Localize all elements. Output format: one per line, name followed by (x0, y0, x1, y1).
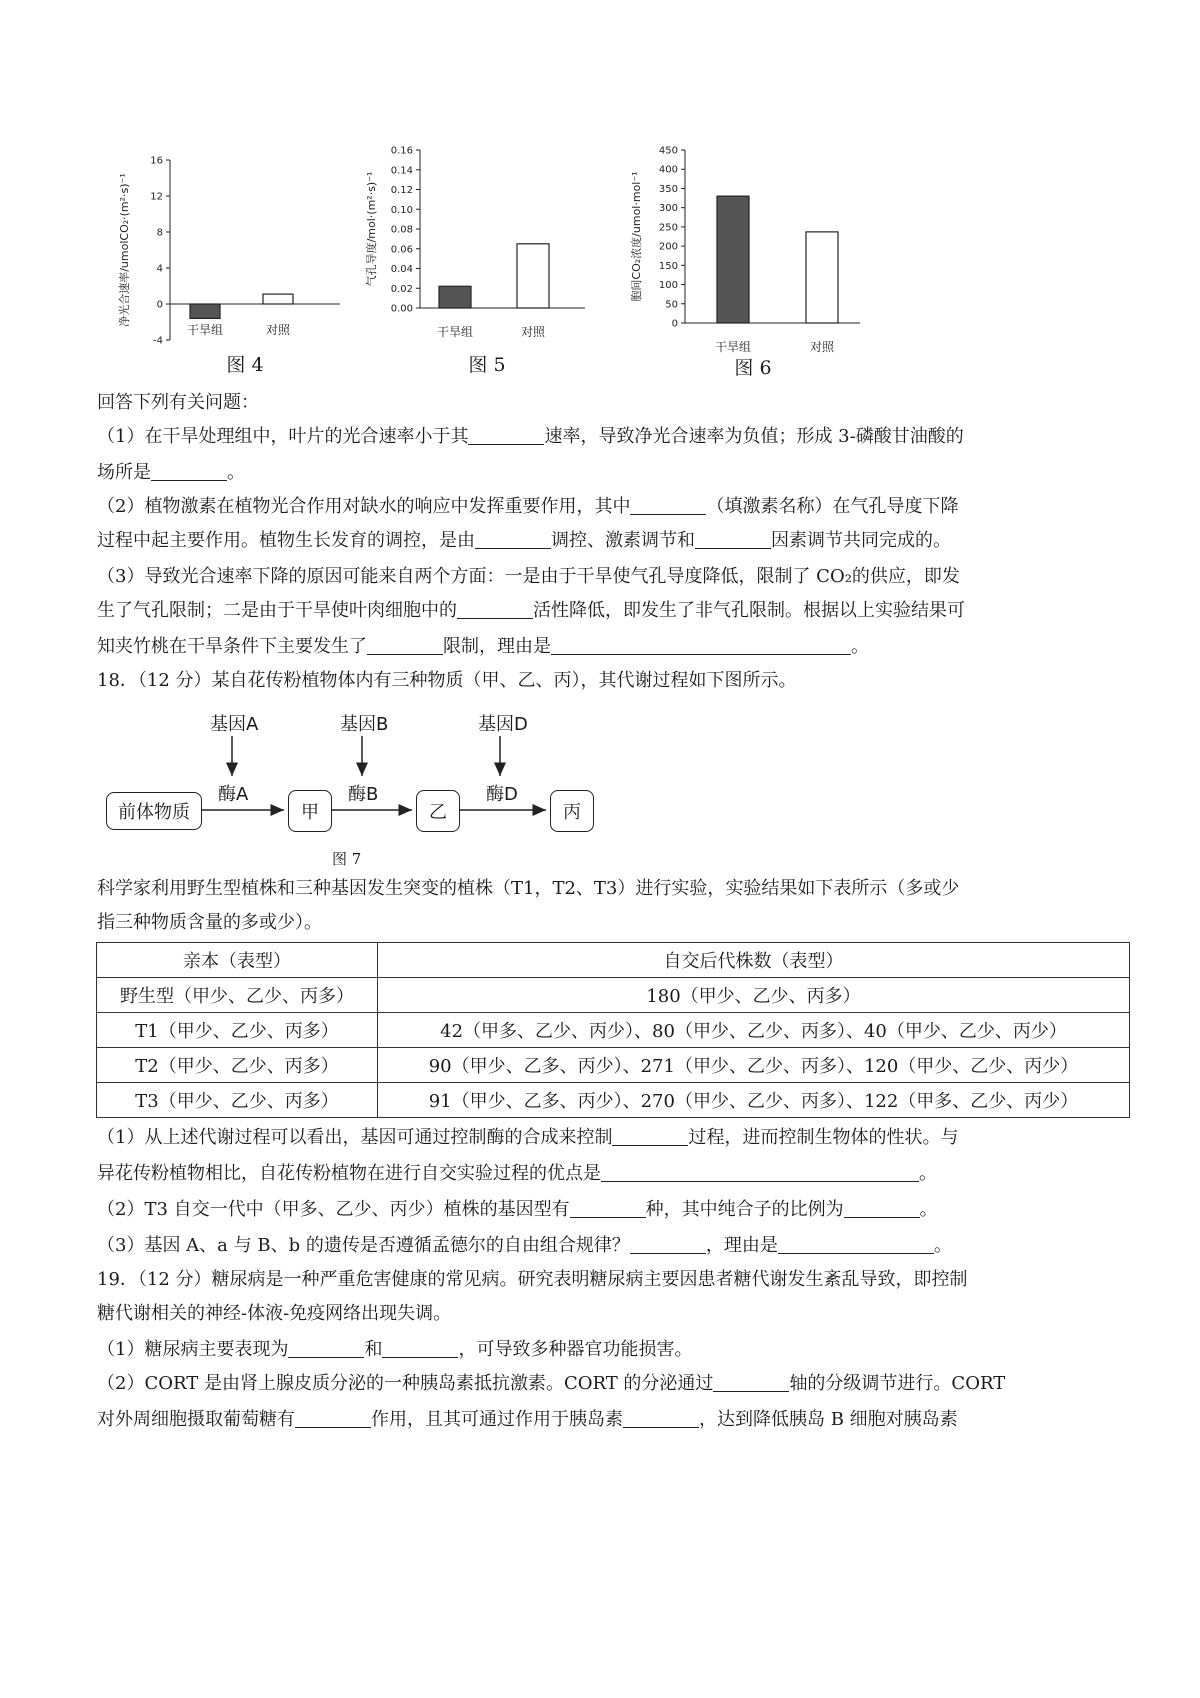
fig7-caption: 图 7 (332, 850, 362, 868)
table-row (97, 1083, 1130, 1118)
y-tick-label: 0 (671, 318, 678, 330)
y-tick-label: 0.06 (390, 244, 413, 256)
y-tick-label: 0.00 (390, 303, 413, 315)
y-tick-label: 350 (658, 183, 678, 195)
answer-blank[interactable] (713, 1373, 789, 1392)
q17-p3b: 生了气孔限制；二是由于干旱使叶肉细胞中的 (97, 600, 457, 621)
q17-p3-line1: （3）导致光合速率下降的原因可能来自两个方面：一是由于干旱使气孔导度降低，限制了 CO₂的供应，即发 (97, 566, 960, 587)
q17-intro: 回答下列有关问题： (97, 392, 259, 413)
q18-s3b: ，理由是 (705, 1235, 778, 1256)
chart-fig6-svg (630, 145, 880, 355)
table-row (97, 978, 1130, 1013)
q17-p2a: （2）植物激素在植物光合作用对缺水的响应中发挥重要作用，其中 (97, 496, 631, 517)
answer-blank[interactable] (695, 530, 771, 549)
answer-blank[interactable] (630, 496, 706, 515)
table-cell: T1（甲少、乙少、丙多） (97, 1013, 378, 1048)
q19-s1-line (97, 1337, 692, 1363)
q19-s2d: 作用，且其可通过作用于胰岛素 (371, 1409, 623, 1430)
y-tick-label: 300 (658, 203, 678, 215)
table-header: 自交后代株数（表型） (378, 943, 1130, 978)
x-tick-label: 干旱组 (436, 325, 474, 339)
y-tick-label: 0.14 (390, 165, 413, 177)
table-cell: T2（甲少、乙少、丙多） (97, 1048, 378, 1083)
bar-control (263, 294, 293, 304)
q18-desc-line1: 科学家利用野生型植株和三种基因发生突变的植株（T1，T2、T3）进行实验，实验结果如下表所示（多或少 (97, 878, 960, 899)
q17-p2e: 因素调节共同完成的。 (771, 530, 951, 551)
answer-blank[interactable] (570, 1199, 646, 1218)
pathway-diagram (100, 708, 620, 878)
chart-fig5-svg (365, 145, 595, 350)
y-tick-label: 250 (658, 222, 678, 234)
answer-blank[interactable] (367, 636, 443, 655)
y-tick-label: -4 (153, 335, 163, 347)
y-axis-label: 胞间CO₂浓度/umol·mol⁻¹ (630, 171, 643, 302)
q17-p2c: 过程中起主要作用。植物生长发育的调控，是由 (97, 530, 475, 551)
answer-blank[interactable] (623, 1409, 699, 1428)
answer-blank[interactable] (475, 530, 551, 549)
result-table (96, 942, 1130, 1118)
q18-s3a: （3）基因 A、a 与 B、b 的遗传是否遵循孟德尔的自由组合规律？ (97, 1235, 630, 1256)
y-tick-label: 150 (658, 260, 678, 272)
answer-blank[interactable] (612, 1127, 688, 1146)
y-tick-label: 0.10 (390, 204, 413, 216)
node-bing: 丙 (550, 790, 594, 832)
x-tick-label: 干旱组 (714, 340, 752, 354)
bar-drought (190, 304, 220, 318)
q19-s2c: 对外周细胞摄取葡萄糖有 (97, 1409, 295, 1430)
y-tick-label: 0 (156, 299, 163, 311)
y-axis-label: 净光合速率/umolCO₂·(m²·s)⁻¹ (118, 173, 131, 327)
y-tick-label: 0.02 (390, 283, 413, 295)
gene-b-label: 基因B (340, 714, 389, 735)
q19-s1a: （1）糖尿病主要表现为 (97, 1339, 289, 1360)
q18-title: 18．（12 分）某自花传粉植物体内有三种物质（甲、乙、丙），其代谢过程如下图所示。 (97, 670, 797, 691)
q18-s1d: 。 (919, 1163, 937, 1184)
q17-p1d: 。 (227, 462, 245, 483)
fig5-caption: 图 5 (468, 354, 506, 376)
answer-blank[interactable] (630, 1235, 706, 1254)
q17-p1c: 场所是 (97, 462, 151, 483)
gene-d-label: 基因D (478, 714, 528, 735)
y-tick-label: 0.12 (390, 185, 413, 196)
q18-s2b: 种，其中纯合子的比例为 (645, 1199, 844, 1220)
q19-s1b: 和 (364, 1339, 383, 1360)
bar-control (806, 232, 838, 323)
q17-p2-line1 (97, 494, 958, 520)
q17-p2b: （填激素名称）在气孔导度下降 (706, 496, 959, 517)
answer-blank[interactable] (382, 1339, 458, 1358)
y-tick-label: 0.04 (390, 264, 413, 275)
node-jia: 甲 (288, 790, 332, 832)
fig4-caption: 图 4 (226, 354, 264, 376)
table-cell: 91（甲少、乙多、丙少）、270（甲少、乙少、丙多）、122（甲多、乙少、丙少） (378, 1083, 1130, 1118)
answer-blank[interactable] (288, 1339, 364, 1358)
node-yi: 乙 (416, 790, 460, 832)
q19-s2b: 轴的分级调节进行。CORT (789, 1373, 1006, 1394)
bar-drought (717, 196, 749, 323)
x-tick-label: 对照 (809, 340, 835, 354)
q17-p3c: 活性降低，即发生了非气孔限制。根据以上实验结果可 (533, 600, 965, 621)
answer-blank[interactable] (551, 636, 851, 655)
q18-s1-line2 (97, 1161, 937, 1187)
q18-s1b: 过程，进而控制生物体的性状。与 (688, 1127, 959, 1148)
gene-a-label: 基因A (210, 714, 259, 735)
y-tick-label: 200 (658, 241, 678, 253)
q18-s3-line (97, 1233, 952, 1259)
q18-s1a: （1）从上述代谢过程可以看出，基因可通过控制酶的合成来控制 (97, 1127, 613, 1148)
y-tick-label: 450 (658, 145, 678, 157)
y-tick-label: 4 (156, 263, 163, 275)
q19-s2e: ，达到降低胰岛 B 细胞对胰岛素 (699, 1409, 958, 1430)
enzyme-a-label: 酶A (218, 784, 249, 805)
y-tick-label: 400 (658, 164, 678, 176)
x-tick-label: 干旱组 (186, 323, 224, 337)
q19-s1c: ，可导致多种器官功能损害。 (458, 1339, 693, 1360)
table-cell: 野生型（甲少、乙少、丙多） (97, 978, 378, 1013)
y-tick-label: 100 (658, 280, 678, 292)
table-cell: 180（甲少、乙少、丙多） (378, 978, 1130, 1013)
q18-s1-line1 (97, 1125, 958, 1151)
table-header-row (97, 943, 1130, 978)
bar-control (517, 244, 549, 308)
chart-fig5 (365, 145, 595, 354)
q18-desc-line2: 指三种物质含量的多或少）。 (97, 912, 322, 933)
q17-p1b: 速率，导致净光合速率为负值；形成 3-磷酸甘油酸的 (544, 426, 964, 447)
enzyme-d-label: 酶D (486, 784, 518, 805)
y-tick-label: 16 (150, 155, 163, 167)
x-tick-label: 对照 (265, 323, 291, 337)
table-cell: 42（甲多、乙少、丙少）、80（甲少、乙少、丙多）、40（甲少、乙少、丙少） (378, 1013, 1130, 1048)
q19-s2-line1 (97, 1371, 1005, 1397)
q17-p3d: 知夹竹桃在干旱条件下主要发生了 (97, 636, 367, 657)
fig6-caption: 图 6 (734, 357, 772, 379)
table-row (97, 1013, 1130, 1048)
q17-p3f: 。 (851, 636, 869, 657)
answer-blank[interactable] (295, 1409, 371, 1428)
q17-p3-line2 (97, 598, 965, 624)
q18-s1c: 异花传粉植物相比，自花传粉植物在进行自交实验过程的优点是 (97, 1163, 601, 1184)
q17-p1-line2 (97, 460, 245, 486)
q19-s2a: （2）CORT 是由肾上腺皮质分泌的一种胰岛素抵抗激素。CORT 的分泌通过 (97, 1373, 714, 1394)
node-precursor: 前体物质 (106, 792, 202, 830)
y-tick-label: 12 (150, 191, 163, 203)
answer-blank[interactable] (457, 600, 533, 619)
q17-p2d: 调控、激素调节和 (551, 530, 695, 551)
y-tick-label: 0.08 (390, 224, 413, 236)
q18-s3c: 。 (933, 1235, 952, 1256)
answer-blank[interactable] (468, 426, 544, 445)
chart-fig4 (110, 150, 350, 354)
q19-s2-line2 (97, 1407, 958, 1433)
q17-p2-line2 (97, 528, 951, 554)
answer-blank[interactable] (778, 1235, 934, 1254)
q18-s2-line (97, 1197, 938, 1223)
q18-s2a: （2）T3 自交一代中（甲多、乙少、丙少）植株的基因型有 (97, 1199, 570, 1220)
q17-p1a: （1）在干旱处理组中，叶片的光合速率小于其 (97, 426, 469, 447)
enzyme-b-label: 酶B (348, 784, 379, 805)
answer-blank[interactable] (151, 462, 227, 481)
y-axis-label: 气孔导度/mol·(m²·s)⁻¹ (365, 171, 378, 287)
table-cell: 90（甲少、乙多、丙少）、271（甲少、乙少、丙多）、120（甲少、乙少、丙少） (378, 1048, 1130, 1083)
y-tick-label: 0.16 (390, 145, 413, 157)
q17-p3-line3 (97, 634, 869, 660)
table-cell: T3（甲少、乙少、丙多） (97, 1083, 378, 1118)
table-row (97, 1048, 1130, 1083)
q19-title-line2: 糖代谢相关的神经-体液-免疫网络出现失调。 (97, 1303, 452, 1324)
answer-blank[interactable] (601, 1163, 919, 1182)
q18-s2c: 。 (919, 1199, 938, 1220)
y-tick-label: 50 (665, 299, 678, 311)
x-tick-label: 对照 (520, 325, 546, 339)
chart-fig4-svg (110, 150, 350, 350)
q17-p3e: 限制，理由是 (443, 636, 551, 657)
bar-drought (439, 286, 471, 308)
table-header: 亲本（表型） (97, 943, 378, 978)
q19-title-line1: 19．（12 分）糖尿病是一种严重危害健康的常见病。研究表明糖尿病主要因患者糖代谢发生紊乱导致，即控制 (97, 1269, 968, 1290)
q17-p1-line1 (97, 424, 964, 450)
chart-fig6 (630, 145, 880, 359)
y-tick-label: 8 (156, 227, 163, 239)
answer-blank[interactable] (844, 1199, 920, 1218)
